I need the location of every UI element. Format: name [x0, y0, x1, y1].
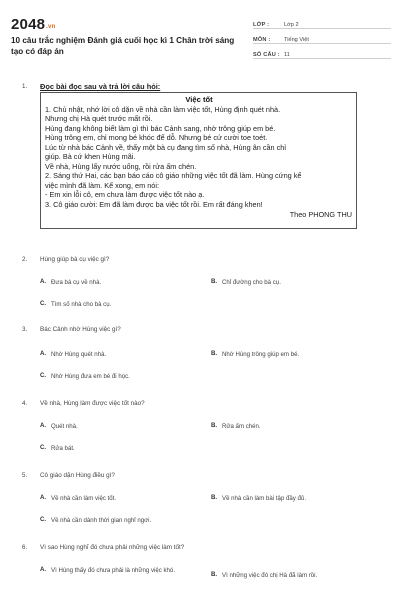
passage-line: 2. Sáng thứ Hai, các bạn báo cáo cô giáo những việc tốt đã làm. Hùng cứng kể — [45, 171, 302, 181]
passage-line: việc mình đã làm. Kể xong, em nói: — [45, 180, 159, 190]
question-number: 2. — [22, 256, 28, 263]
passage-title: Việc tốt — [185, 95, 213, 104]
option-text: Vì Hùng thấy đó chưa phải là những việc khó. — [51, 567, 176, 574]
passage-line: Hùng trông em, chỉ mong bé khóc để dỗ. Nhưng bé cứ cười toe toét. — [45, 133, 268, 143]
meta-value: Lớp 2 — [284, 22, 299, 28]
meta-row-subject — [253, 29, 391, 44]
option-letter: A. — [40, 494, 47, 501]
option-text: Đưa bà cụ về nhà. — [51, 279, 102, 286]
option-text: Nhờ Hùng quét nhà. — [51, 351, 107, 358]
question-text: Hùng giúp bà cụ việc gì? — [40, 256, 110, 263]
question-prompt: Đọc bài đọc sau và trả lời câu hỏi: — [40, 82, 161, 91]
meta-key: SỐ CÂU : — [253, 52, 280, 58]
option-text: Quét nhà. — [51, 423, 78, 430]
passage-line: Về nhà, Hùng lấy nước uống, rồi rửa ấm chén. — [45, 161, 197, 171]
passage-line: Hùng đang không biết làm gì thì bác Cảnh sang, nhờ trông giúp em bé. — [45, 123, 276, 133]
option-letter: B. — [211, 278, 218, 285]
option-letter: B. — [211, 494, 218, 501]
answer-option-c[interactable] — [40, 444, 75, 453]
option-letter: A. — [40, 566, 47, 573]
answer-option-a[interactable] — [40, 566, 208, 575]
question-number: 6. — [22, 544, 28, 551]
option-text: Rửa bát. — [51, 445, 75, 452]
option-letter: B. — [211, 350, 218, 357]
passage-line: Nhưng chị Hà quét trước mất rồi. — [45, 114, 153, 124]
logo-domain: .vn — [46, 24, 56, 30]
answer-option-b[interactable] — [211, 350, 299, 359]
option-text: Chỉ đường cho bà cụ. — [222, 279, 281, 286]
answer-option-a[interactable] — [40, 350, 106, 359]
question-text: Bác Cảnh nhờ Hùng việc gì? — [40, 326, 121, 333]
question-number: 5. — [22, 472, 28, 479]
option-letter: B. — [211, 571, 218, 578]
option-text: Về nhà cần dành thời gian nghỉ ngơi. — [51, 517, 152, 524]
document-title: 10 câu trắc nghiệm Đánh giá cuối học kì 1 Chân trời sáng tạo có đáp án — [11, 36, 235, 56]
option-text: Nhờ Hùng đưa em bé đi học. — [51, 373, 130, 380]
meta-value: 11 — [284, 52, 290, 58]
meta-value: Tiếng Việt — [284, 37, 309, 43]
question-number: 1. — [22, 83, 28, 90]
answer-option-a[interactable] — [40, 494, 116, 503]
answer-option-b[interactable] — [211, 494, 306, 503]
answer-option-c[interactable] — [40, 516, 151, 525]
option-letter: A. — [40, 422, 47, 429]
passage-line: 1. Chủ nhật, nhớ lời cô dặn về nhà cần làm việc tốt, Hùng định quét nhà. — [45, 104, 281, 114]
option-text: Nhờ Hùng trông giúp em bé. — [222, 351, 300, 358]
logo-text: 2048 — [11, 16, 46, 33]
option-letter: C. — [40, 372, 47, 379]
option-text: Về nhà cần làm bài tập đầy đủ. — [222, 495, 307, 502]
option-text: Rửa ấm chén. — [222, 423, 261, 430]
option-letter: C. — [40, 444, 47, 451]
answer-option-b[interactable] — [211, 571, 317, 580]
answer-option-b[interactable] — [211, 278, 281, 287]
option-text: Về nhà cần làm việc tốt. — [51, 495, 117, 502]
meta-row-count — [253, 44, 391, 59]
answer-option-a[interactable] — [40, 422, 78, 431]
question-number: 4. — [22, 400, 28, 407]
passage-line: - Em xin lỗi cô, em chưa làm được việc tốt nào ạ. — [45, 190, 205, 200]
question-text: Về nhà, Hùng làm được việc tốt nào? — [40, 400, 145, 407]
passage-line: Lúc từ nhà bác Cảnh về, thấy một bà cụ đang tìm số nhà, Hùng ân cần chỉ — [45, 142, 286, 152]
option-letter: C. — [40, 516, 47, 523]
option-text: Tìm số nhà cho bà cụ. — [51, 301, 112, 308]
document-meta — [253, 14, 391, 59]
question-text: Vì sao Hùng nghĩ đó chưa phải những việc làm tốt? — [40, 544, 185, 551]
answer-option-b[interactable] — [211, 422, 261, 431]
site-logo[interactable] — [11, 16, 55, 33]
passage-line: 3. Cô giáo cười: Em đã làm được ba việc tốt rồi. Em rất đáng khen! — [45, 199, 263, 209]
option-letter: B. — [211, 422, 218, 429]
question-number: 3. — [22, 326, 28, 333]
passage-line: giúp. Bà cứ khen Hùng mãi. — [45, 152, 136, 162]
meta-key: MÔN : — [253, 37, 271, 43]
option-text: Vì những việc đó chị Hà đã làm rồi. — [222, 572, 318, 579]
answer-option-c[interactable] — [40, 300, 111, 309]
meta-row-class — [253, 14, 391, 29]
option-letter: A. — [40, 350, 47, 357]
passage-author: Theo PHONG THU — [289, 209, 352, 219]
option-letter: C. — [40, 300, 47, 307]
answer-option-c[interactable] — [40, 372, 130, 381]
reading-passage — [40, 92, 357, 229]
answer-option-a[interactable] — [40, 278, 101, 287]
option-letter: A. — [40, 278, 47, 285]
meta-key: LỚP : — [253, 22, 270, 28]
question-text: Cô giáo dặn Hùng điều gì? — [40, 472, 115, 479]
